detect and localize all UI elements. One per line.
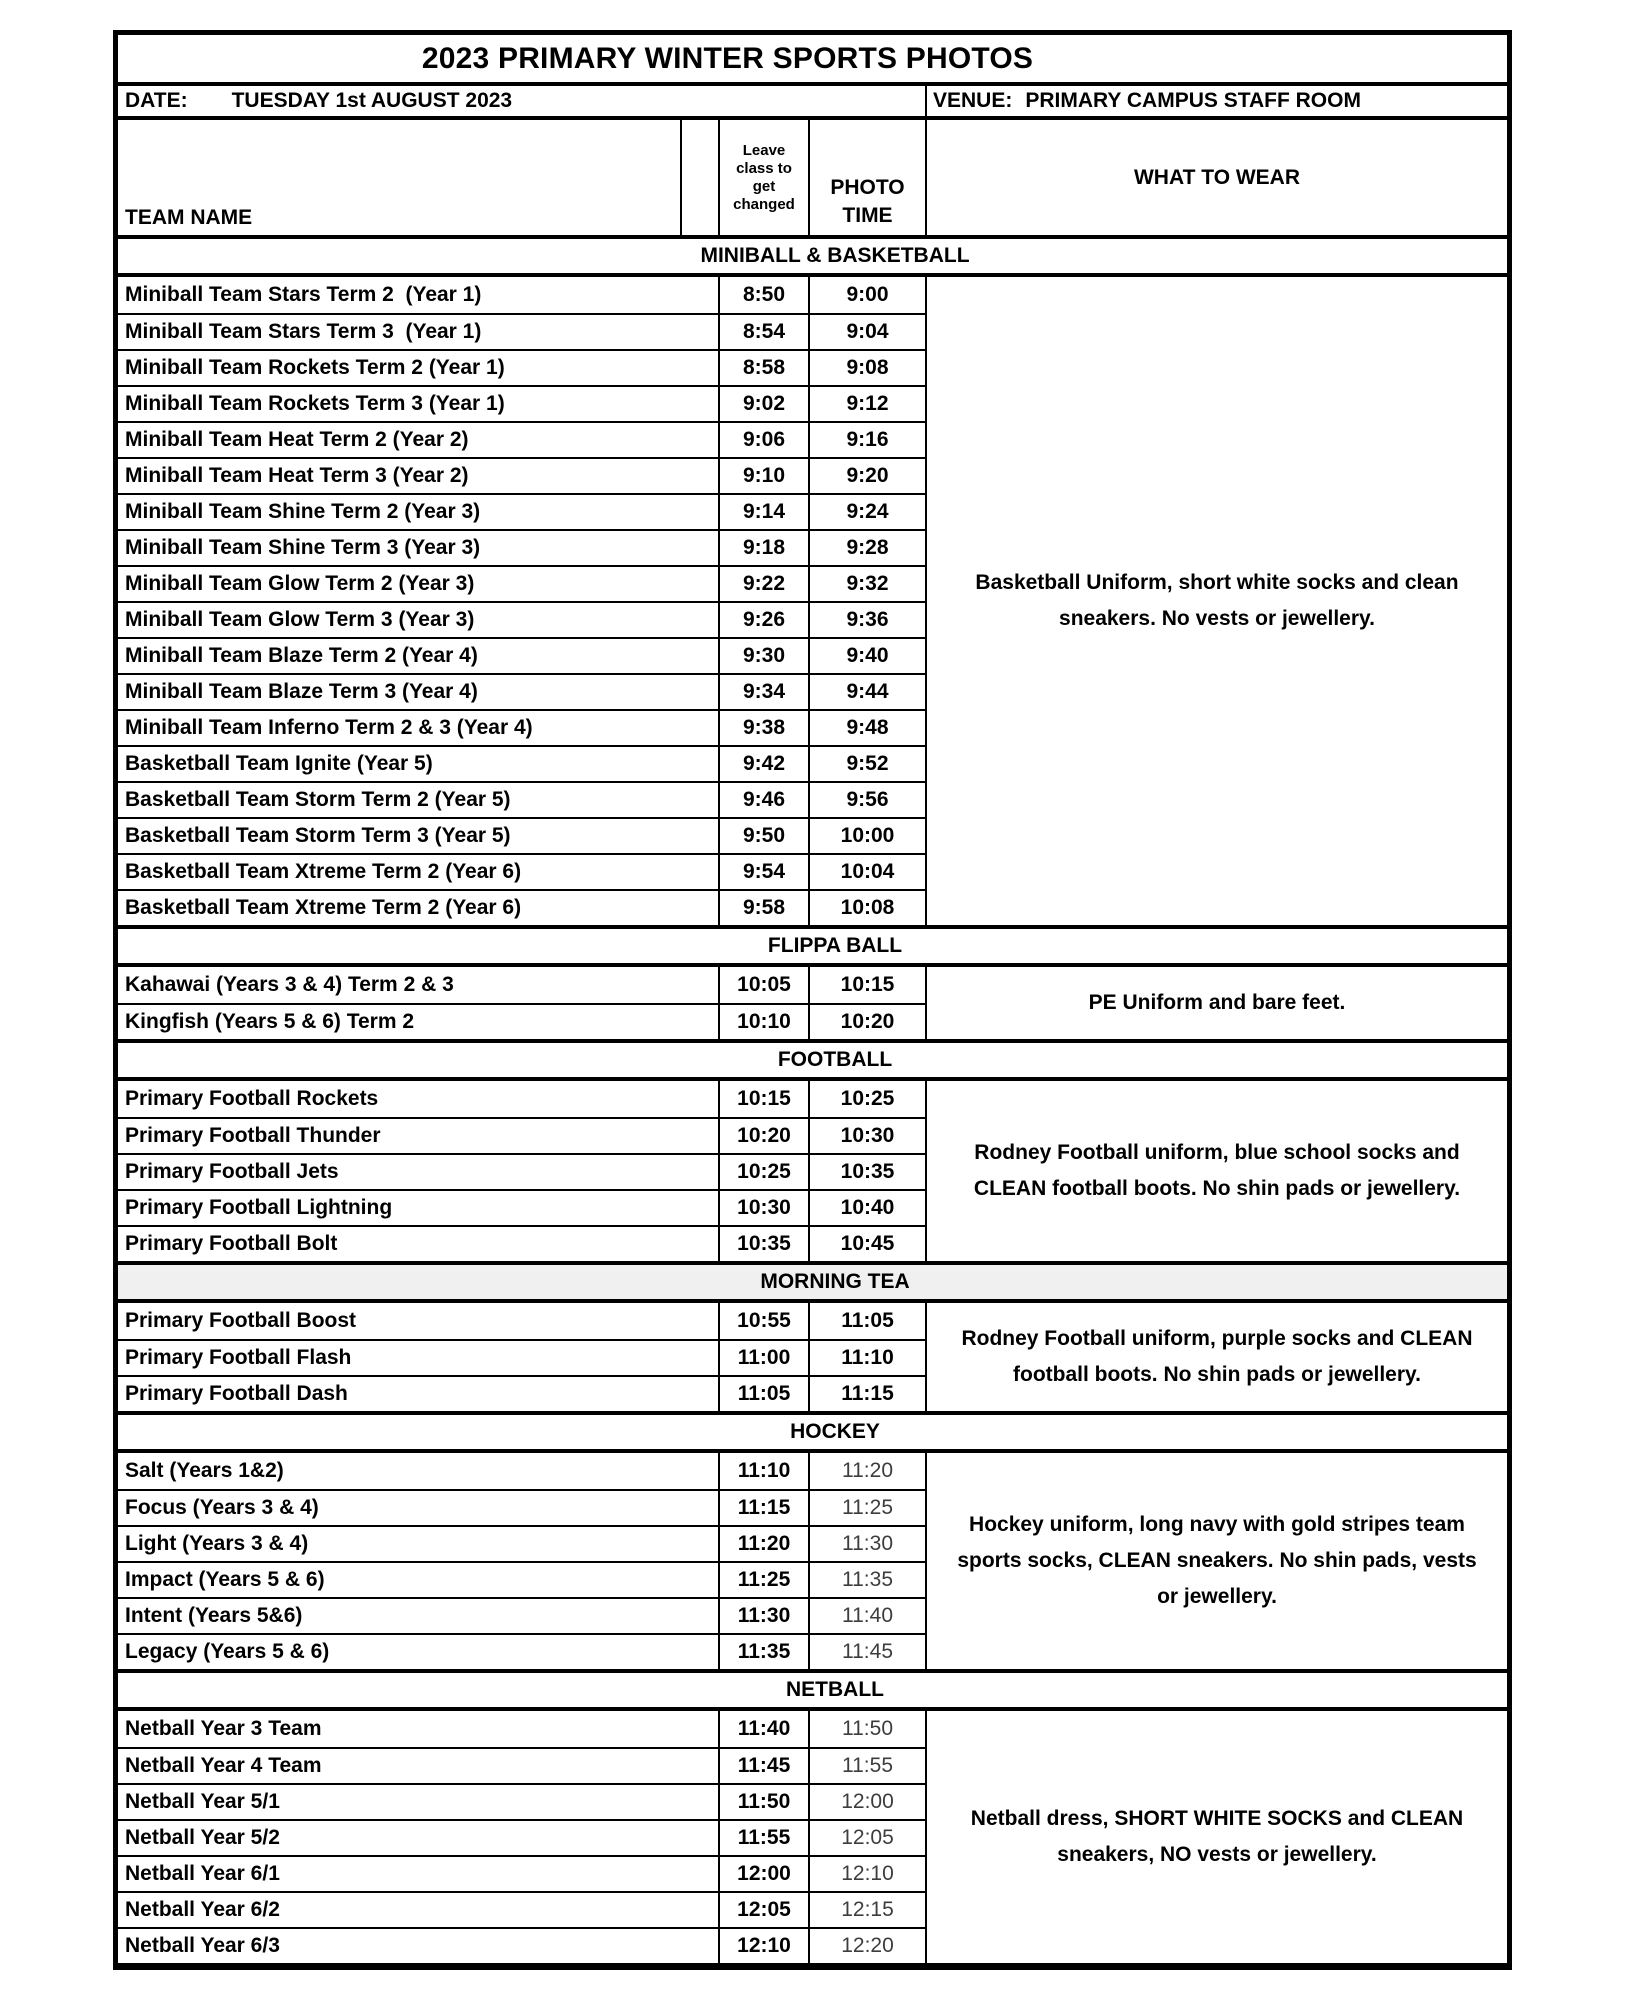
- leave-time-cell: 11:30: [718, 1599, 808, 1633]
- photo-time-cell: 9:00: [808, 277, 925, 313]
- team-name-cell: Netball Year 6/2: [125, 1898, 280, 1921]
- table-row: [118, 853, 925, 889]
- team-name-cell: Focus (Years 3 & 4): [125, 1496, 319, 1519]
- photo-time-cell: 9:32: [808, 567, 925, 601]
- team-name-cell: Netball Year 6/1: [125, 1862, 280, 1885]
- table-row: [118, 1153, 925, 1189]
- table-row: [118, 1711, 925, 1747]
- photo-time-cell: 11:55: [808, 1749, 925, 1783]
- team-name-cell: Basketball Team Xtreme Term 2 (Year 6): [125, 896, 522, 919]
- table-row: [118, 967, 925, 1003]
- leave-time-cell: 11:20: [718, 1527, 808, 1561]
- photo-time-cell: 10:25: [808, 1081, 925, 1117]
- table-row: [118, 637, 925, 673]
- team-name-cell: Netball Year 4 Team: [125, 1754, 322, 1777]
- team-name-cell: Basketball Team Storm Term 3 (Year 5): [125, 824, 511, 847]
- leave-time-cell: 11:45: [718, 1749, 808, 1783]
- date-venue-row: [118, 86, 1507, 120]
- team-name-cell: Miniball Team Blaze Term 3 (Year 4): [125, 680, 478, 703]
- team-name-cell: Primary Football Thunder: [125, 1124, 381, 1147]
- table-row: [118, 313, 925, 349]
- date-cell: [118, 86, 925, 116]
- leave-time-cell: 12:05: [718, 1893, 808, 1927]
- photo-time-cell: 9:28: [808, 531, 925, 565]
- table-row: [118, 817, 925, 853]
- wear-instructions: Rodney Football uniform, purple socks and CLEAN football boots. No shin pads or jewellery.: [925, 1303, 1507, 1411]
- wear-instructions: Basketball Uniform, short white socks and clean sneakers. No vests or jewellery.: [925, 277, 1507, 925]
- table-row: [118, 709, 925, 745]
- team-name-cell: Light (Years 3 & 4): [125, 1532, 309, 1555]
- section-body: [118, 1711, 1507, 1963]
- table-row: [118, 1189, 925, 1225]
- photo-time-cell: 11:50: [808, 1711, 925, 1747]
- section-header-hockey: HOCKEY: [118, 1411, 1507, 1453]
- table-row: [118, 1453, 925, 1489]
- photo-time-cell: 11:30: [808, 1527, 925, 1561]
- photo-time-cell: 10:45: [808, 1227, 925, 1261]
- venue-cell: [925, 86, 1507, 116]
- leave-time-cell: 11:50: [718, 1785, 808, 1819]
- photo-time-cell: 9:16: [808, 423, 925, 457]
- column-header-row: [118, 120, 1507, 235]
- leave-time-cell: 10:15: [718, 1081, 808, 1117]
- leave-time-cell: 11:15: [718, 1491, 808, 1525]
- table-row: [118, 1927, 925, 1963]
- leave-time-cell: 10:20: [718, 1119, 808, 1153]
- leave-time-cell: 9:26: [718, 603, 808, 637]
- section-body: [118, 1453, 1507, 1669]
- photo-time-cell: 12:10: [808, 1857, 925, 1891]
- team-name-cell: Netball Year 3 Team: [125, 1717, 322, 1740]
- leave-time-cell: 9:42: [718, 747, 808, 781]
- section-rows: [118, 1081, 925, 1261]
- sports-photo-schedule-table: [113, 30, 1512, 1970]
- wear-instructions: PE Uniform and bare feet.: [925, 967, 1507, 1039]
- leave-time-cell: 9:22: [718, 567, 808, 601]
- photo-time-cell: 12:15: [808, 1893, 925, 1927]
- photo-time-cell: 12:20: [808, 1929, 925, 1963]
- leave-time-cell: 10:55: [718, 1303, 808, 1339]
- team-name-cell: Salt (Years 1&2): [125, 1459, 284, 1482]
- date-value: TUESDAY 1st AUGUST 2023: [231, 89, 513, 112]
- leave-time-cell: 8:54: [718, 315, 808, 349]
- schedule-sections: [118, 235, 1507, 1963]
- team-name-cell: Primary Football Bolt: [125, 1232, 338, 1255]
- leave-time-cell: 9:06: [718, 423, 808, 457]
- photo-time-cell: 11:45: [808, 1635, 925, 1669]
- photo-time-cell: 11:15: [808, 1377, 925, 1411]
- table-row: [118, 1225, 925, 1261]
- venue-label: VENUE:: [933, 89, 1013, 112]
- column-header-leave-class: Leave class to get changed: [718, 120, 808, 235]
- page-title-text: 2023 PRIMARY WINTER SPORTS PHOTOS: [421, 41, 1034, 75]
- photo-time-cell: 9:36: [808, 603, 925, 637]
- team-name-cell: Kingfish (Years 5 & 6) Term 2: [125, 1010, 415, 1033]
- table-row: [118, 1489, 925, 1525]
- photo-time-cell: 9:40: [808, 639, 925, 673]
- table-row: [118, 781, 925, 817]
- photo-time-cell: 10:08: [808, 891, 925, 925]
- photo-time-cell: 11:40: [808, 1599, 925, 1633]
- table-row: [118, 565, 925, 601]
- column-header-photo-time: PHOTO TIME: [808, 120, 925, 235]
- team-name-cell: Miniball Team Shine Term 3 (Year 3): [125, 536, 481, 559]
- section-header-morning-tea: MORNING TEA: [118, 1261, 1507, 1303]
- leave-time-cell: 11:25: [718, 1563, 808, 1597]
- leave-time-cell: 11:55: [718, 1821, 808, 1855]
- table-row: [118, 493, 925, 529]
- team-name-cell: Netball Year 5/1: [125, 1790, 280, 1813]
- photo-time-cell: 9:20: [808, 459, 925, 493]
- photo-time-cell: 10:20: [808, 1005, 925, 1039]
- leave-time-cell: 10:25: [718, 1155, 808, 1189]
- section-header-football: FOOTBALL: [118, 1039, 1507, 1081]
- photo-time-cell: 10:35: [808, 1155, 925, 1189]
- leave-time-cell: 8:58: [718, 351, 808, 385]
- leave-time-cell: 9:50: [718, 819, 808, 853]
- table-row: [118, 1747, 925, 1783]
- team-name-cell: Miniball Team Rockets Term 3 (Year 1): [125, 392, 505, 415]
- photo-time-cell: 11:10: [808, 1341, 925, 1375]
- leave-time-cell: 9:18: [718, 531, 808, 565]
- photo-time-cell: 9:12: [808, 387, 925, 421]
- photo-time-cell: 10:04: [808, 855, 925, 889]
- table-row: [118, 1855, 925, 1891]
- leave-time-cell: 9:38: [718, 711, 808, 745]
- team-name-cell: Miniball Team Blaze Term 2 (Year 4): [125, 644, 478, 667]
- team-name-cell: Netball Year 5/2: [125, 1826, 280, 1849]
- team-name-cell: Primary Football Dash: [125, 1382, 348, 1405]
- table-row: [118, 1117, 925, 1153]
- wear-instructions: Rodney Football uniform, blue school socks and CLEAN football boots. No shin pads or jewellery.: [925, 1081, 1507, 1261]
- section-body: [118, 967, 1507, 1039]
- leave-time-cell: 10:10: [718, 1005, 808, 1039]
- table-row: [118, 349, 925, 385]
- team-name-cell: Miniball Team Inferno Term 2 & 3 (Year 4): [125, 716, 533, 739]
- team-name-cell: Legacy (Years 5 & 6): [125, 1640, 330, 1663]
- table-row: [118, 1783, 925, 1819]
- table-row: [118, 745, 925, 781]
- photo-time-cell: 9:44: [808, 675, 925, 709]
- photo-time-cell: 11:35: [808, 1563, 925, 1597]
- team-name-cell: Miniball Team Glow Term 3 (Year 3): [125, 608, 475, 631]
- team-name-cell: Impact (Years 5 & 6): [125, 1568, 325, 1591]
- leave-time-cell: 11:10: [718, 1453, 808, 1489]
- team-name-cell: Miniball Team Stars Term 3 (Year 1): [125, 320, 482, 343]
- team-name-cell: Miniball Team Rockets Term 2 (Year 1): [125, 356, 505, 379]
- section-body: [118, 1303, 1507, 1411]
- team-name-cell: Basketball Team Ignite (Year 5): [125, 752, 433, 775]
- photo-time-cell: 11:05: [808, 1303, 925, 1339]
- photo-time-cell: 11:20: [808, 1453, 925, 1489]
- table-row: [118, 421, 925, 457]
- table-row: [118, 673, 925, 709]
- section-rows: [118, 967, 925, 1039]
- leave-time-cell: 9:54: [718, 855, 808, 889]
- leave-time-cell: 9:30: [718, 639, 808, 673]
- team-name-cell: Primary Football Jets: [125, 1160, 339, 1183]
- team-name-cell: Miniball Team Stars Term 2 (Year 1): [125, 283, 482, 306]
- team-name-cell: Intent (Years 5&6): [125, 1604, 303, 1627]
- section-body: [118, 1081, 1507, 1261]
- table-row: [118, 1891, 925, 1927]
- leave-time-cell: 9:34: [718, 675, 808, 709]
- leave-time-cell: 10:30: [718, 1191, 808, 1225]
- column-header-team-name: TEAM NAME: [125, 206, 253, 229]
- wear-instructions: Hockey uniform, long navy with gold stripes team sports socks, CLEAN sneakers. No shin pads, vests or jewellery.: [925, 1453, 1507, 1669]
- team-name-cell: Miniball Team Heat Term 2 (Year 2): [125, 428, 469, 451]
- team-name-cell: Kahawai (Years 3 & 4) Term 2 & 3: [125, 973, 454, 996]
- photo-time-cell: 9:48: [808, 711, 925, 745]
- team-name-cell: Miniball Team Shine Term 2 (Year 3): [125, 500, 481, 523]
- team-name-cell: Primary Football Lightning: [125, 1196, 393, 1219]
- table-row: [118, 1339, 925, 1375]
- photo-time-cell: 12:05: [808, 1821, 925, 1855]
- leave-time-cell: 9:02: [718, 387, 808, 421]
- team-name-cell: Miniball Team Glow Term 2 (Year 3): [125, 572, 475, 595]
- leave-time-cell: 8:50: [718, 277, 808, 313]
- table-row: [118, 385, 925, 421]
- photo-time-cell: 10:40: [808, 1191, 925, 1225]
- leave-time-cell: 11:00: [718, 1341, 808, 1375]
- table-row: [118, 1819, 925, 1855]
- leave-time-cell: 11:35: [718, 1635, 808, 1669]
- table-row: [118, 1081, 925, 1117]
- photo-time-cell: 10:00: [808, 819, 925, 853]
- photo-time-cell: 12:00: [808, 1785, 925, 1819]
- page-title: [118, 35, 1507, 86]
- photo-time-cell: 9:04: [808, 315, 925, 349]
- photo-time-cell: 10:15: [808, 967, 925, 1003]
- photo-time-cell: 9:24: [808, 495, 925, 529]
- leave-time-cell: 12:00: [718, 1857, 808, 1891]
- column-header-what-to-wear: WHAT TO WEAR: [925, 120, 1507, 235]
- date-label: DATE:: [125, 89, 188, 112]
- table-row: [118, 1303, 925, 1339]
- leave-time-cell: 10:05: [718, 967, 808, 1003]
- leave-time-cell: 9:46: [718, 783, 808, 817]
- table-row: [118, 889, 925, 925]
- table-row: [118, 601, 925, 637]
- section-header-netball: NETBALL: [118, 1669, 1507, 1711]
- team-name-cell: Miniball Team Heat Term 3 (Year 2): [125, 464, 469, 487]
- leave-time-cell: 12:10: [718, 1929, 808, 1963]
- table-row: [118, 1561, 925, 1597]
- section-rows: [118, 1711, 925, 1963]
- leave-time-cell: 9:58: [718, 891, 808, 925]
- photo-time-cell: 10:30: [808, 1119, 925, 1153]
- team-name-cell: Basketball Team Xtreme Term 2 (Year 6): [125, 860, 522, 883]
- team-name-cell: Primary Football Boost: [125, 1309, 357, 1332]
- table-row: [118, 1003, 925, 1039]
- section-rows: [118, 1303, 925, 1411]
- table-row: [118, 1375, 925, 1411]
- leave-time-cell: 11:05: [718, 1377, 808, 1411]
- venue-value: PRIMARY CAMPUS STAFF ROOM: [1025, 89, 1361, 112]
- leave-time-cell: 9:10: [718, 459, 808, 493]
- section-header-flippa-ball: FLIPPA BALL: [118, 925, 1507, 967]
- photo-time-cell: 9:08: [808, 351, 925, 385]
- column-header-spacer: [680, 120, 718, 235]
- section-body: [118, 277, 1507, 925]
- wear-instructions: Netball dress, SHORT WHITE SOCKS and CLEAN sneakers, NO vests or jewellery.: [925, 1711, 1507, 1963]
- leave-time-cell: 11:40: [718, 1711, 808, 1747]
- table-row: [118, 529, 925, 565]
- photo-time-cell: 9:52: [808, 747, 925, 781]
- leave-time-cell: 9:14: [718, 495, 808, 529]
- team-name-cell: Netball Year 6/3: [125, 1934, 280, 1957]
- photo-time-cell: 9:56: [808, 783, 925, 817]
- photo-time-cell: 11:25: [808, 1491, 925, 1525]
- section-rows: [118, 277, 925, 925]
- section-rows: [118, 1453, 925, 1669]
- team-name-cell: Primary Football Flash: [125, 1346, 352, 1369]
- table-row: [118, 1525, 925, 1561]
- section-header-miniball-basketball: MINIBALL & BASKETBALL: [118, 235, 1507, 277]
- team-name-cell: Basketball Team Storm Term 2 (Year 5): [125, 788, 511, 811]
- leave-time-cell: 10:35: [718, 1227, 808, 1261]
- team-name-cell: Primary Football Rockets: [125, 1087, 379, 1110]
- table-row: [118, 1633, 925, 1669]
- table-row: [118, 277, 925, 313]
- table-row: [118, 1597, 925, 1633]
- table-row: [118, 457, 925, 493]
